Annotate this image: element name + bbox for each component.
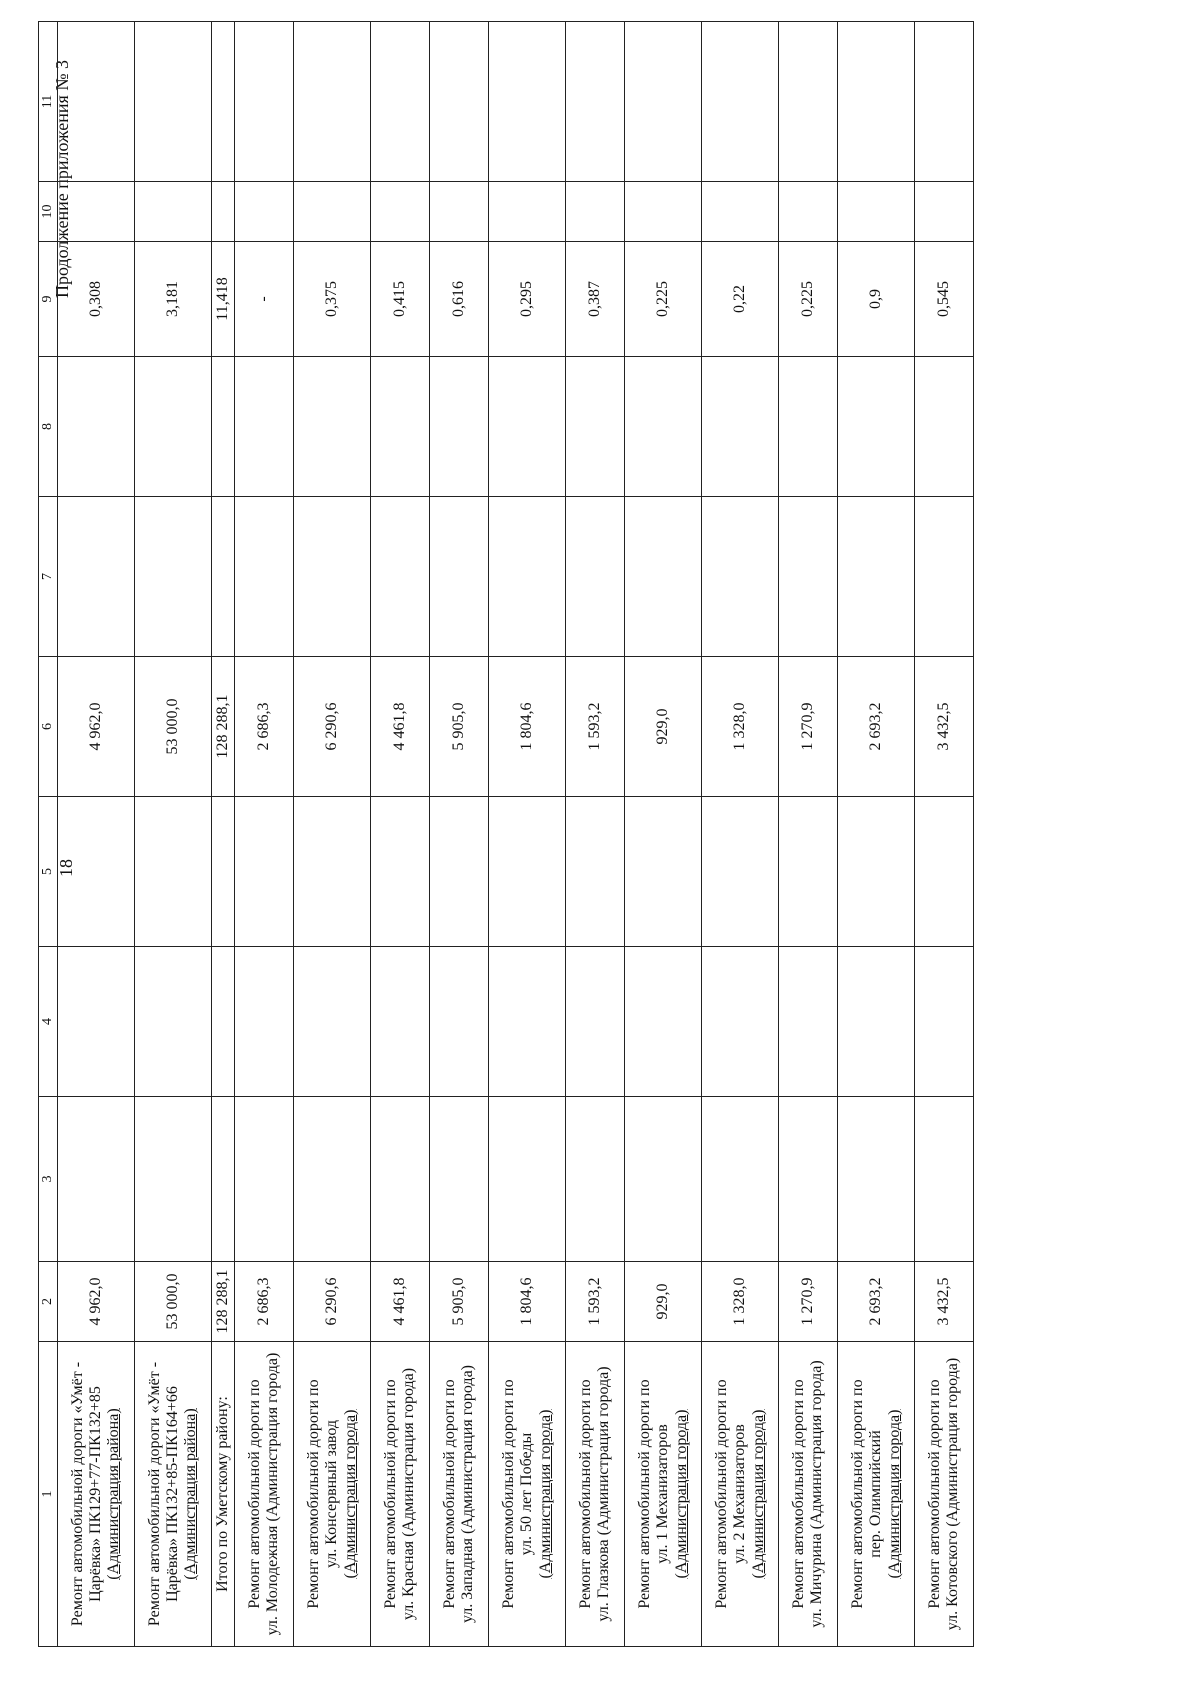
value-cell-c4 (212, 947, 235, 1097)
table-row (489, 22, 566, 1647)
work-name-line: ул. Консервный завод (323, 1419, 341, 1569)
value-cell-c10 (371, 182, 430, 242)
value-cell-c7 (838, 497, 915, 657)
value-cell-c9: 0,225 (779, 242, 838, 357)
column-number: 9 (39, 242, 58, 357)
work-name-cell (702, 1342, 779, 1647)
value-cell-c10 (430, 182, 489, 242)
work-name-line: ул. 2 Механизаторов (731, 1424, 749, 1564)
table-row (566, 22, 625, 1647)
value-cell-c9: 0,387 (566, 242, 625, 357)
value-cell-c3 (838, 1097, 915, 1262)
value-cell-c5 (235, 797, 294, 947)
value-cell-c5 (58, 797, 135, 947)
work-name-line: Ремонт автомобильной дороги по (635, 1379, 653, 1609)
value-cell-c11 (135, 22, 212, 182)
work-name-cell (566, 1342, 625, 1647)
work-name-line: Ремонт автомобильной дороги по (712, 1379, 730, 1609)
value-cell-c9: 11,418 (212, 242, 235, 357)
value-cell-c8 (212, 357, 235, 497)
value-cell-c8 (430, 357, 489, 497)
value-cell-c10 (566, 182, 625, 242)
value-cell-c5 (430, 797, 489, 947)
value-cell-c3 (212, 1097, 235, 1262)
value-cell-c9: 0,295 (489, 242, 566, 357)
table-row (430, 22, 489, 1647)
value-cell-c11 (371, 22, 430, 182)
value-cell-c10 (135, 182, 212, 242)
value-cell-c10 (915, 182, 974, 242)
value-cell-c11 (294, 22, 371, 182)
value-cell-c2: 4 461,8 (371, 1262, 430, 1342)
table-row (212, 22, 235, 1647)
value-cell-c3 (294, 1097, 371, 1262)
value-cell-c9: 3,181 (135, 242, 212, 357)
value-cell-c9: 0,616 (430, 242, 489, 357)
work-name-line: Царёвка» ПК132+85-ПК164+66 (163, 1386, 181, 1602)
value-cell-c3 (702, 1097, 779, 1262)
work-name-line: (Администрация района) (182, 1408, 200, 1580)
work-name-line: (Администрация города) (885, 1409, 903, 1579)
table-row (838, 22, 915, 1647)
value-cell-c5 (371, 797, 430, 947)
work-name-line: Ремонт автомобильной дороги по (790, 1379, 808, 1609)
value-cell-c10 (702, 182, 779, 242)
value-cell-c9: 0,9 (838, 242, 915, 357)
value-cell-c10 (625, 182, 702, 242)
column-number: 10 (39, 182, 58, 242)
value-cell-c11 (212, 22, 235, 182)
work-name-line: ул. 1 Механизаторов (654, 1424, 672, 1564)
table-row (235, 22, 294, 1647)
continuation-caption: Продолжение приложения № 3 (52, 60, 72, 299)
column-number: 1 (39, 1342, 58, 1647)
work-name-line: ул. 50 лет Победы (518, 1432, 536, 1556)
value-cell-c4 (915, 947, 974, 1097)
value-cell-c5 (489, 797, 566, 947)
value-cell-c8 (371, 357, 430, 497)
value-cell-c5 (212, 797, 235, 947)
value-cell-c2: 5 905,0 (430, 1262, 489, 1342)
value-cell-c10 (294, 182, 371, 242)
value-cell-c7 (235, 497, 294, 657)
value-cell-c4 (430, 947, 489, 1097)
work-name-line: пер. Олимпийский (867, 1430, 885, 1558)
value-cell-c9: 0,22 (702, 242, 779, 357)
work-name-cell (235, 1342, 294, 1647)
value-cell-c5 (915, 797, 974, 947)
work-name-cell (779, 1342, 838, 1647)
work-name-line: Ремонт автомобильной дороги по (382, 1379, 400, 1609)
value-cell-c11 (915, 22, 974, 182)
value-cell-c4 (235, 947, 294, 1097)
value-cell-c4 (838, 947, 915, 1097)
work-name-cell (430, 1342, 489, 1647)
value-cell-c5 (566, 797, 625, 947)
value-cell-c5 (625, 797, 702, 947)
value-cell-c2: 53 000,0 (135, 1262, 212, 1342)
value-cell-c7 (566, 497, 625, 657)
value-cell-c7 (430, 497, 489, 657)
work-name-line: Итого по Уметскому району: (214, 1396, 232, 1592)
work-name-line: ул. Западная (Администрация города) (459, 1365, 477, 1623)
value-cell-c6: 1 328,0 (702, 657, 779, 797)
value-cell-c5 (135, 797, 212, 947)
value-cell-c2: 929,0 (625, 1262, 702, 1342)
work-name-line: (Администрация города) (672, 1409, 690, 1579)
value-cell-c5 (779, 797, 838, 947)
value-cell-c6: 2 686,3 (235, 657, 294, 797)
page-number: 18 (56, 859, 76, 877)
column-number: 3 (39, 1097, 58, 1262)
work-name-cell (135, 1342, 212, 1647)
value-cell-c4 (371, 947, 430, 1097)
work-name-line: Ремонт автомобильной дороги по (848, 1379, 866, 1609)
value-cell-c10 (58, 182, 135, 242)
value-cell-c2: 1 328,0 (702, 1262, 779, 1342)
value-cell-c2: 1 270,9 (779, 1262, 838, 1342)
value-cell-c7 (489, 497, 566, 657)
value-cell-c4 (566, 947, 625, 1097)
value-cell-c7 (212, 497, 235, 657)
value-cell-c8 (58, 357, 135, 497)
work-name-cell (625, 1342, 702, 1647)
work-name-line: ул. Котовского (Администрация города) (944, 1357, 962, 1631)
value-cell-c2: 128 288,1 (212, 1262, 235, 1342)
work-name-line: Ремонт автомобильной дороги по (304, 1379, 322, 1609)
work-name-line: Ремонт автомобильной дороги по (441, 1379, 459, 1609)
value-cell-c6: 929,0 (625, 657, 702, 797)
value-cell-c7 (371, 497, 430, 657)
value-cell-c3 (625, 1097, 702, 1262)
column-number: 4 (39, 947, 58, 1097)
value-cell-c4 (779, 947, 838, 1097)
value-cell-c8 (489, 357, 566, 497)
value-cell-c9: - (235, 242, 294, 357)
table-row (294, 22, 371, 1647)
value-cell-c4 (702, 947, 779, 1097)
value-cell-c6: 2 693,2 (838, 657, 915, 797)
value-cell-c11 (702, 22, 779, 182)
value-cell-c11 (58, 22, 135, 182)
value-cell-c6: 1 593,2 (566, 657, 625, 797)
value-cell-c4 (58, 947, 135, 1097)
value-cell-c11 (489, 22, 566, 182)
value-cell-c8 (838, 357, 915, 497)
value-cell-c7 (58, 497, 135, 657)
table-row (915, 22, 974, 1647)
value-cell-c9: 0,545 (915, 242, 974, 357)
value-cell-c4 (625, 947, 702, 1097)
value-cell-c4 (135, 947, 212, 1097)
road-repair-table (38, 21, 974, 1647)
value-cell-c9: 0,415 (371, 242, 430, 357)
work-name-line: (Администрация города) (749, 1409, 767, 1579)
table-row (779, 22, 838, 1647)
value-cell-c2: 3 432,5 (915, 1262, 974, 1342)
column-number: 8 (39, 357, 58, 497)
work-name-line: ул. Красная (Администрация города) (400, 1367, 418, 1621)
work-name-line: ул. Мичурина (Администрация города) (808, 1360, 826, 1628)
work-name-line: Ремонт автомобильной дороги по (499, 1379, 517, 1609)
value-cell-c5 (294, 797, 371, 947)
work-name-cell (915, 1342, 974, 1647)
value-cell-c8 (779, 357, 838, 497)
value-cell-c11 (625, 22, 702, 182)
work-name-cell (489, 1342, 566, 1647)
value-cell-c2: 1 804,6 (489, 1262, 566, 1342)
value-cell-c11 (566, 22, 625, 182)
value-cell-c3 (489, 1097, 566, 1262)
value-cell-c8 (235, 357, 294, 497)
value-cell-c2: 2 686,3 (235, 1262, 294, 1342)
value-cell-c5 (702, 797, 779, 947)
value-cell-c6: 4 962,0 (58, 657, 135, 797)
value-cell-c6: 3 432,5 (915, 657, 974, 797)
value-cell-c11 (235, 22, 294, 182)
value-cell-c9: 0,308 (58, 242, 135, 357)
value-cell-c7 (779, 497, 838, 657)
table-row (371, 22, 430, 1647)
value-cell-c3 (135, 1097, 212, 1262)
value-cell-c4 (489, 947, 566, 1097)
value-cell-c10 (489, 182, 566, 242)
work-name-cell (371, 1342, 430, 1647)
work-name-line: Ремонт автомобильной дороги по (577, 1379, 595, 1609)
value-cell-c8 (294, 357, 371, 497)
value-cell-c10 (235, 182, 294, 242)
work-name-cell (838, 1342, 915, 1647)
value-cell-c6: 128 288,1 (212, 657, 235, 797)
value-cell-c10 (838, 182, 915, 242)
value-cell-c8 (566, 357, 625, 497)
column-number: 6 (39, 657, 58, 797)
value-cell-c7 (135, 497, 212, 657)
value-cell-c2: 6 290,6 (294, 1262, 371, 1342)
value-cell-c3 (779, 1097, 838, 1262)
value-cell-c2: 4 962,0 (58, 1262, 135, 1342)
value-cell-c3 (235, 1097, 294, 1262)
value-cell-c6: 6 290,6 (294, 657, 371, 797)
value-cell-c3 (430, 1097, 489, 1262)
value-cell-c8 (135, 357, 212, 497)
value-cell-c7 (625, 497, 702, 657)
table-row (625, 22, 702, 1647)
value-cell-c8 (915, 357, 974, 497)
work-name-line: Ремонт автомобильной дороги по (246, 1379, 264, 1609)
column-number: 7 (39, 497, 58, 657)
value-cell-c7 (294, 497, 371, 657)
value-cell-c6: 53 000,0 (135, 657, 212, 797)
table-row (58, 22, 135, 1647)
column-number-row (39, 22, 58, 1647)
work-name-cell (212, 1342, 235, 1647)
work-name-line: Ремонт автомобильной дороги «Умёт - (145, 1361, 163, 1627)
work-name-line: (Администрация города) (341, 1409, 359, 1579)
value-cell-c10 (212, 182, 235, 242)
value-cell-c10 (779, 182, 838, 242)
value-cell-c2: 1 593,2 (566, 1262, 625, 1342)
value-cell-c11 (779, 22, 838, 182)
value-cell-c2: 2 693,2 (838, 1262, 915, 1342)
work-name-line: (Администрация района) (105, 1408, 123, 1580)
value-cell-c4 (294, 947, 371, 1097)
value-cell-c11 (430, 22, 489, 182)
value-cell-c5 (838, 797, 915, 947)
value-cell-c6: 5 905,0 (430, 657, 489, 797)
value-cell-c3 (566, 1097, 625, 1262)
value-cell-c8 (625, 357, 702, 497)
table-row (135, 22, 212, 1647)
value-cell-c8 (702, 357, 779, 497)
work-name-line: ул. Глазкова (Администрация города) (595, 1366, 613, 1622)
value-cell-c6: 1 270,9 (779, 657, 838, 797)
value-cell-c6: 1 804,6 (489, 657, 566, 797)
work-name-cell (58, 1342, 135, 1647)
value-cell-c3 (371, 1097, 430, 1262)
column-number: 5 (39, 797, 58, 947)
work-name-line: ул. Молодежная (Администрация города) (264, 1352, 282, 1636)
work-name-line: Царёвка» ПК129+77-ПК132+85 (86, 1386, 104, 1602)
value-cell-c6: 4 461,8 (371, 657, 430, 797)
value-cell-c11 (838, 22, 915, 182)
work-name-line: Ремонт автомобильной дороги по (926, 1379, 944, 1609)
value-cell-c3 (915, 1097, 974, 1262)
work-name-cell (294, 1342, 371, 1647)
value-cell-c9: 0,375 (294, 242, 371, 357)
column-number: 2 (39, 1262, 58, 1342)
value-cell-c7 (702, 497, 779, 657)
value-cell-c7 (915, 497, 974, 657)
column-number: 11 (39, 22, 58, 182)
value-cell-c9: 0,225 (625, 242, 702, 357)
table-row (702, 22, 779, 1647)
value-cell-c3 (58, 1097, 135, 1262)
work-name-line: (Администрация города) (536, 1409, 554, 1579)
work-name-line: Ремонт автомобильной дороги «Умёт - (68, 1361, 86, 1627)
